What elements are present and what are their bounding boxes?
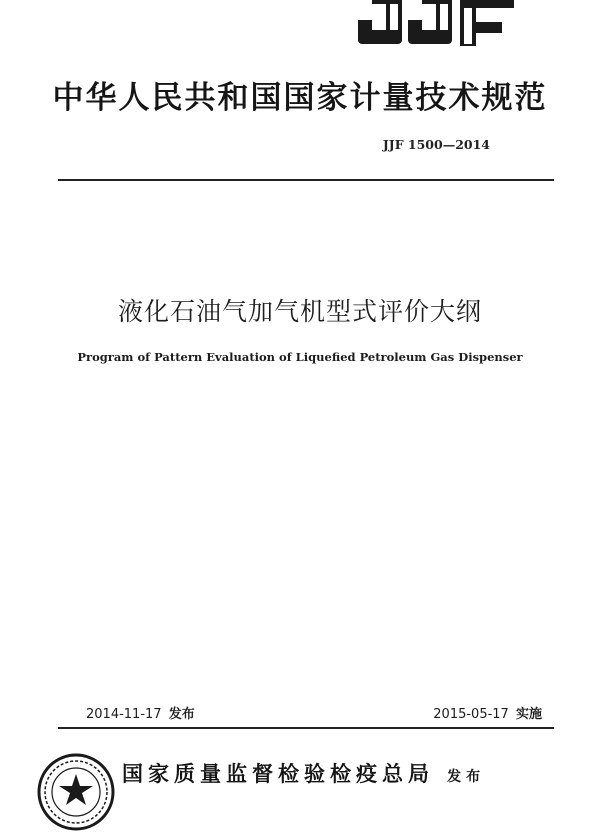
national-standard-header: 中华人民共和国国家计量技术规范: [52, 80, 548, 116]
bottom-divider: [58, 727, 554, 729]
issue-date-label: 发布: [168, 707, 195, 722]
document-title-english: Program of Pattern Evaluation of Liquefied Petroleum Gas Dispenser: [77, 350, 523, 364]
jjf-logo-mark: [350, 0, 520, 50]
top-divider: [58, 179, 554, 181]
document-title-chinese: 液化石油气加气机型式评价大纲: [117, 297, 482, 326]
issue-date: [86, 703, 195, 722]
official-seal-icon: [36, 752, 116, 832]
issue-date-value: 2014-11-17: [86, 707, 162, 722]
implementation-date-label: 实施: [515, 707, 542, 722]
standard-code: JJF 1500—2014: [382, 137, 490, 152]
issuer-name: 国家质量监督检验检疫总局: [122, 762, 434, 786]
implementation-date-value: 2015-05-17: [433, 707, 509, 722]
issuer-action: 发布: [447, 769, 486, 785]
issuer-line: [122, 758, 485, 788]
jjf-logo: [350, 0, 520, 50]
implementation-date: [433, 703, 542, 722]
